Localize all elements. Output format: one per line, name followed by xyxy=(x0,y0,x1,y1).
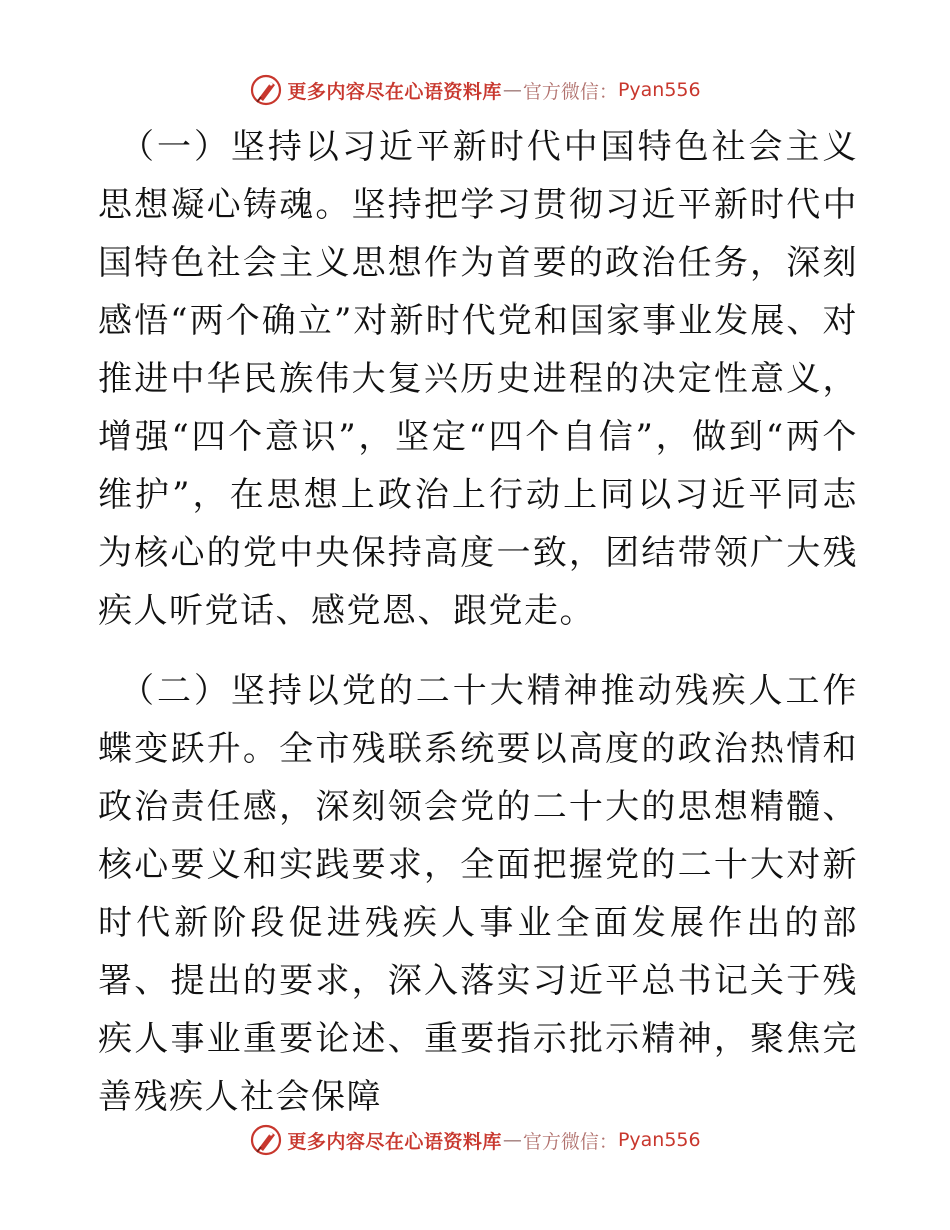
banner-wechat-id: Pyan556 xyxy=(617,79,701,101)
footer-banner xyxy=(0,1120,950,1160)
paragraph-2: （二）坚持以党的二十大精神推动残疾人工作蝶变跃升。全市残联系统要以高度的政治热情和政治责任感，深刻领会党的二十大的思想精髓、核心要义和实践要求，全面把握党的二十大对新时代新阶段促进残疾人事业全面发展作出的部署、提出的要求，深入落实习近平总书记关于残疾人事业重要论述、重要指示批示精神，聚焦完善残疾人社会保障 xyxy=(98,671,858,1117)
banner-brand-text: 更多内容尽在心语资料库 xyxy=(287,80,502,103)
banner-separator: — xyxy=(502,79,522,101)
banner-separator: — xyxy=(502,1129,522,1151)
header-banner xyxy=(0,70,950,110)
banner-wechat-label: 官方微信： xyxy=(522,80,618,103)
banner-wechat-id: Pyan556 xyxy=(617,1129,701,1151)
paragraph-1: （一）坚持以习近平新时代中国特色社会主义思想凝心铸魂。坚持把学习贯彻习近平新时代中国特色社会主义思想作为首要的政治任务，深刻感悟“两个确立”对新时代党和国家事业发展、对推进中华民族伟大复兴历史进程的决定性意义，增强“四个意识”，坚定“四个自信”，做到“两个维护”，在思想上政治上行动上同以习近平同志为核心的党中央保持高度一致，团结带领广大残疾人听党话、感党恩、跟党走。 xyxy=(98,127,858,631)
pen-nib-logo-icon xyxy=(249,1123,283,1157)
document-body xyxy=(98,118,858,1126)
pen-nib-logo-icon xyxy=(249,73,283,107)
banner-wechat-label: 官方微信： xyxy=(522,1130,618,1153)
banner-brand-text: 更多内容尽在心语资料库 xyxy=(287,1130,502,1153)
